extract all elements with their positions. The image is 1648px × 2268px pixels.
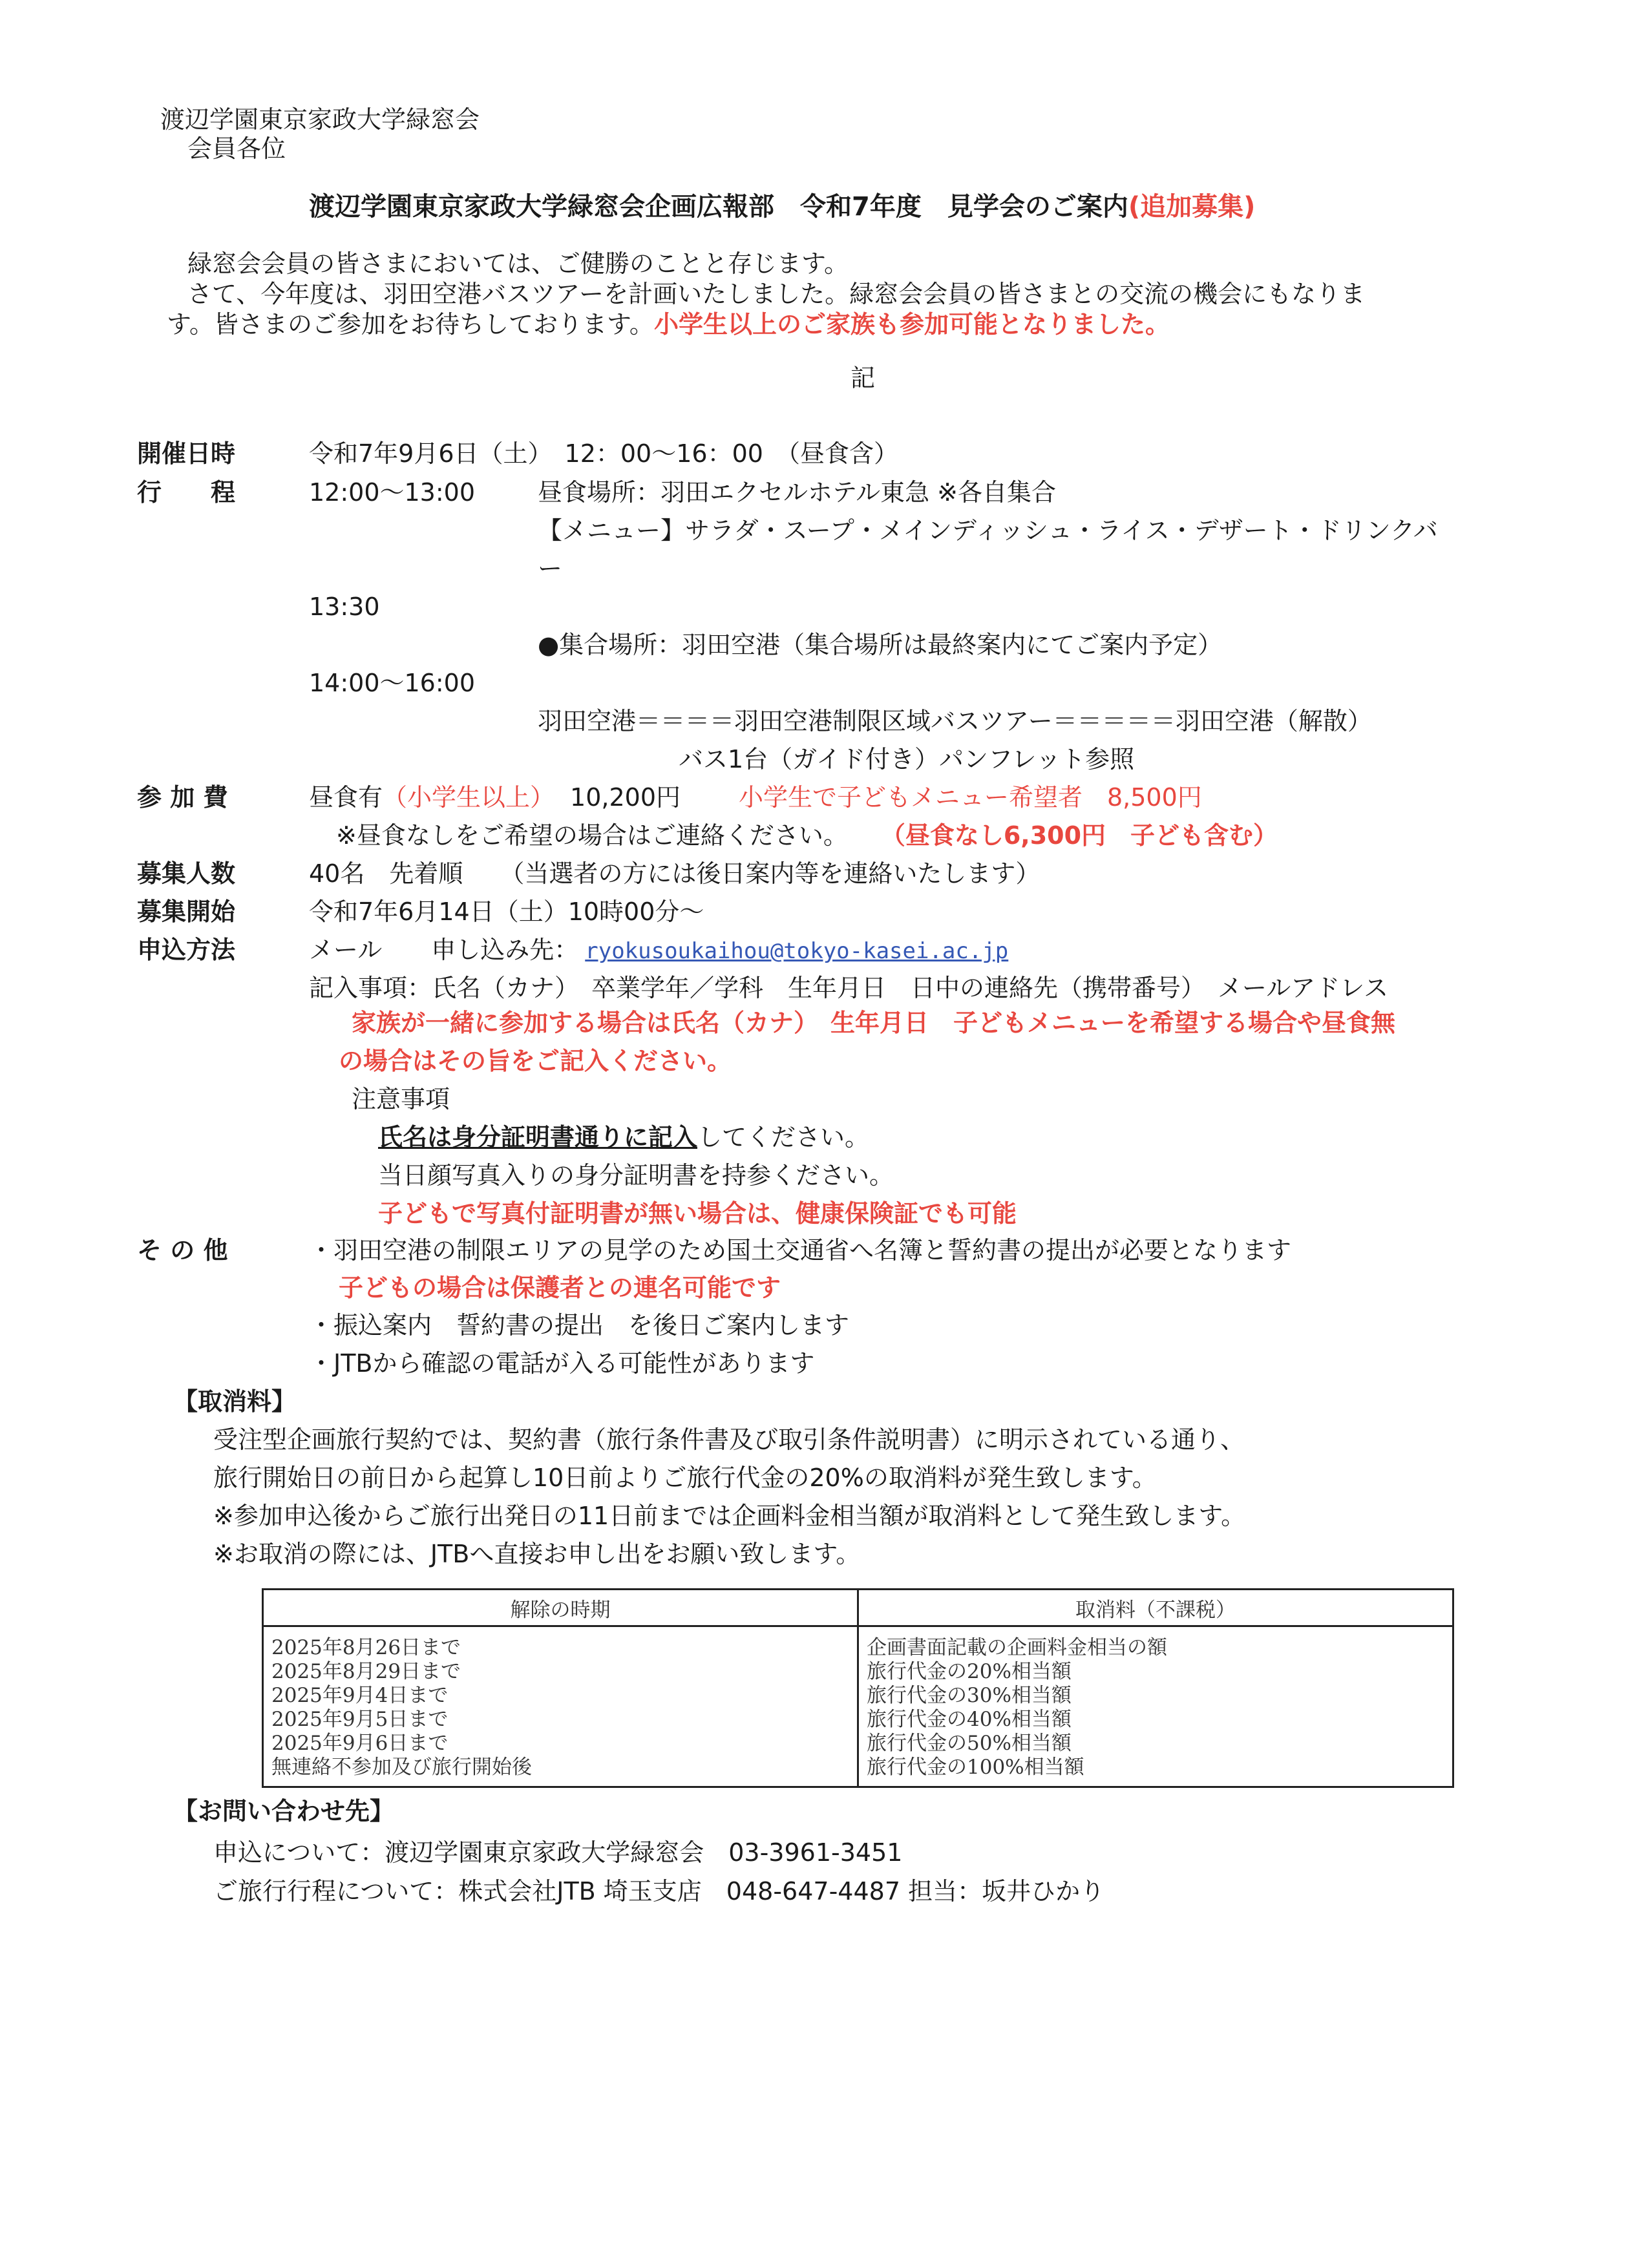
apply-label: 申込方法 (137, 936, 236, 964)
cancellation-para-2: 旅行開始日の前日から起算し10日前よりご旅行代金の20%の取消料が発生致します。 (213, 1464, 1157, 1492)
other-item-3: ・JTBから確認の電話が入る可能性があります (309, 1349, 815, 1378)
caution-1-rest: してください。 (697, 1123, 870, 1151)
itinerary-label: 行 程 (137, 478, 236, 507)
caution-1 (378, 1121, 869, 1153)
date-label: 開催日時 (137, 439, 236, 468)
org-name: 渡辺学園東京家政大学緑窓会 (160, 105, 480, 134)
family-note-2: の場合はその旨をご記入ください。 (339, 1047, 732, 1075)
table-header-period: 解除の時期 (263, 1590, 858, 1626)
contact-heading: 【お問い合わせ先】 (173, 1797, 395, 1825)
fee-item: 旅行代金の50%相当額 (867, 1732, 1072, 1755)
meeting-place: ●集合場所：羽田空港（集合場所は最終案内にてご案内予定） (538, 631, 1223, 659)
itinerary-time-2: 13:30 (309, 593, 380, 621)
caution-title: 注意事項 (352, 1085, 450, 1113)
apply-fields: 記入事項：氏名（カナ） 卒業学年／学科 生年月日 日中の連絡先（携帯番号） メールアドレス (309, 974, 1389, 1002)
apply-method: メール 申し込み先： (309, 936, 579, 964)
itinerary-time-1: 12:00～13:00 (309, 478, 476, 507)
itinerary-time-3: 14:00～16:00 (309, 669, 476, 697)
period-cell (263, 1626, 858, 1787)
caution-3: 子どもで写真付証明書が無い場合は、健康保険証でも可能 (378, 1199, 1017, 1228)
cancellation-para-1: 受注型企画旅行契約では、契約書（旅行条件書及び取引条件説明書）に明示されている通り、 (213, 1425, 1245, 1454)
period-item: 2025年9月4日まで (271, 1684, 449, 1707)
lunch-place: 昼食場所：羽田エクセルホテル東急 ※各自集合 (538, 478, 1057, 507)
other-item-1-note: 子どもの場合は保護者との連名可能です (339, 1274, 781, 1302)
title-main: 渡辺学園東京家政大学緑窓会企画広報部 令和7年度 見学会のご案内 (309, 192, 1128, 222)
fee-no-lunch-price: （昼食なし6,300円 子ども含む） (893, 821, 1278, 850)
intro-line-3 (167, 308, 1170, 341)
cancellation-table (262, 1588, 1454, 1788)
other-item-2: ・振込案内 誓約書の提出 を後日ご案内します (309, 1311, 850, 1339)
capacity-label: 募集人数 (137, 859, 236, 888)
apply-method-line (309, 934, 1008, 967)
fee-item: 旅行代金の40%相当額 (867, 1708, 1072, 1731)
fee-item: 旅行代金の20%相当額 (867, 1660, 1072, 1683)
table-header-fee: 取消料（不課税） (858, 1590, 1453, 1626)
lunch-menu: 【メニュー】サラダ・スープ・メインディッシュ・ライス・デザート・ドリンクバ (538, 516, 1438, 545)
family-note-1: 家族が一緒に参加する場合は氏名（カナ） 生年月日 子どもメニューを希望する場合や昼食無 (352, 1009, 1396, 1037)
fee-no-lunch-note: ※昼食なしをご希望の場合はご連絡ください。 (336, 821, 848, 850)
fee-label: 参 加 費 (137, 783, 228, 812)
period-item: 2025年8月26日まで (271, 1636, 461, 1659)
caution-2: 当日顔写真入りの身分証明書を持参ください。 (378, 1161, 894, 1190)
other-item-1: ・羽田空港の制限エリアの見学のため国土交通省へ名簿と誓約書の提出が必要となります (309, 1236, 1292, 1265)
fee-adult-price: 10,200円 (570, 783, 681, 812)
tour-route: 羽田空港＝＝＝＝羽田空港制限区域バスツアー＝＝＝＝＝羽田空港（解散） (538, 707, 1372, 735)
fee-item: 旅行代金の100%相当額 (867, 1756, 1084, 1779)
contact-itinerary: ご旅行行程について：株式会社JTB 埼玉支店 048-647-4487 担当：坂井ひかり (213, 1877, 1105, 1906)
fee-with-lunch: 昼食有 (309, 783, 383, 812)
intro-line-3-text: す。皆さまのご参加をお待ちしております。 (167, 310, 654, 339)
fee-item: 企画書面記載の企画料金相当の額 (867, 1636, 1167, 1659)
ki-mark: 記 (850, 364, 876, 392)
lunch-menu-cont: ー (538, 554, 563, 583)
cancellation-heading: 【取消料】 (173, 1387, 297, 1416)
page-title (309, 190, 1255, 224)
bus-info: バス1台（ガイド付き）パンフレット参照 (679, 745, 1135, 773)
fee-line (309, 781, 1202, 814)
intro-family-note: 小学生以上のご家族も参加可能となりました。 (653, 310, 1170, 339)
apply-email-link[interactable]: ryokusoukaihou@tokyo-kasei.ac.jp (585, 938, 1009, 964)
fee-age-note: （小学生以上） (383, 783, 555, 812)
intro-line-1: 緑窓会会員の皆さまにおいては、ご健勝のことと存じます。 (187, 249, 849, 278)
start-label: 募集開始 (137, 898, 236, 926)
table-row (263, 1626, 1453, 1787)
period-item: 2025年9月6日まで (271, 1732, 449, 1755)
title-tag: (追加募集) (1128, 192, 1256, 222)
fee-cell (858, 1626, 1453, 1787)
other-label: そ の 他 (137, 1236, 228, 1265)
intro-line-2: さて、今年度は、羽田空港バスツアーを計画いたしました。緑窓会会員の皆さまとの交流の機会にもなりま (187, 280, 1366, 308)
fee-child-price: 小学生で子どもメニュー希望者 8,500円 (739, 783, 1202, 812)
cancellation-para-4: ※お取消の際には、JTBへ直接お申し出をお願い致します。 (213, 1540, 861, 1568)
period-item: 2025年8月29日まで (271, 1660, 461, 1683)
date-value: 令和7年9月6日（土） 12：00～16：00 （昼食含） (309, 439, 898, 468)
recipients: 会員各位 (187, 134, 286, 163)
contact-application: 申込について：渡辺学園東京家政大学緑窓会 03-3961-3451 (213, 1838, 903, 1867)
fee-item: 旅行代金の30%相当額 (867, 1684, 1072, 1707)
start-value: 令和7年6月14日（土）10時00分～ (309, 898, 704, 926)
period-item: 無連絡不参加及び旅行開始後 (271, 1756, 532, 1779)
cancellation-para-3: ※参加申込後からご旅行出発日の11日前までは企画料金相当額が取消料として発生致します。 (213, 1502, 1246, 1530)
caution-1-emphasis: 氏名は身分証明書通りに記入 (378, 1123, 698, 1151)
capacity-value: 40名 先着順 （当選者の方には後日案内等を連絡いたします） (309, 859, 1041, 888)
period-item: 2025年9月5日まで (271, 1708, 449, 1731)
table-header-row (263, 1590, 1453, 1626)
fee-note-line (336, 819, 1278, 852)
